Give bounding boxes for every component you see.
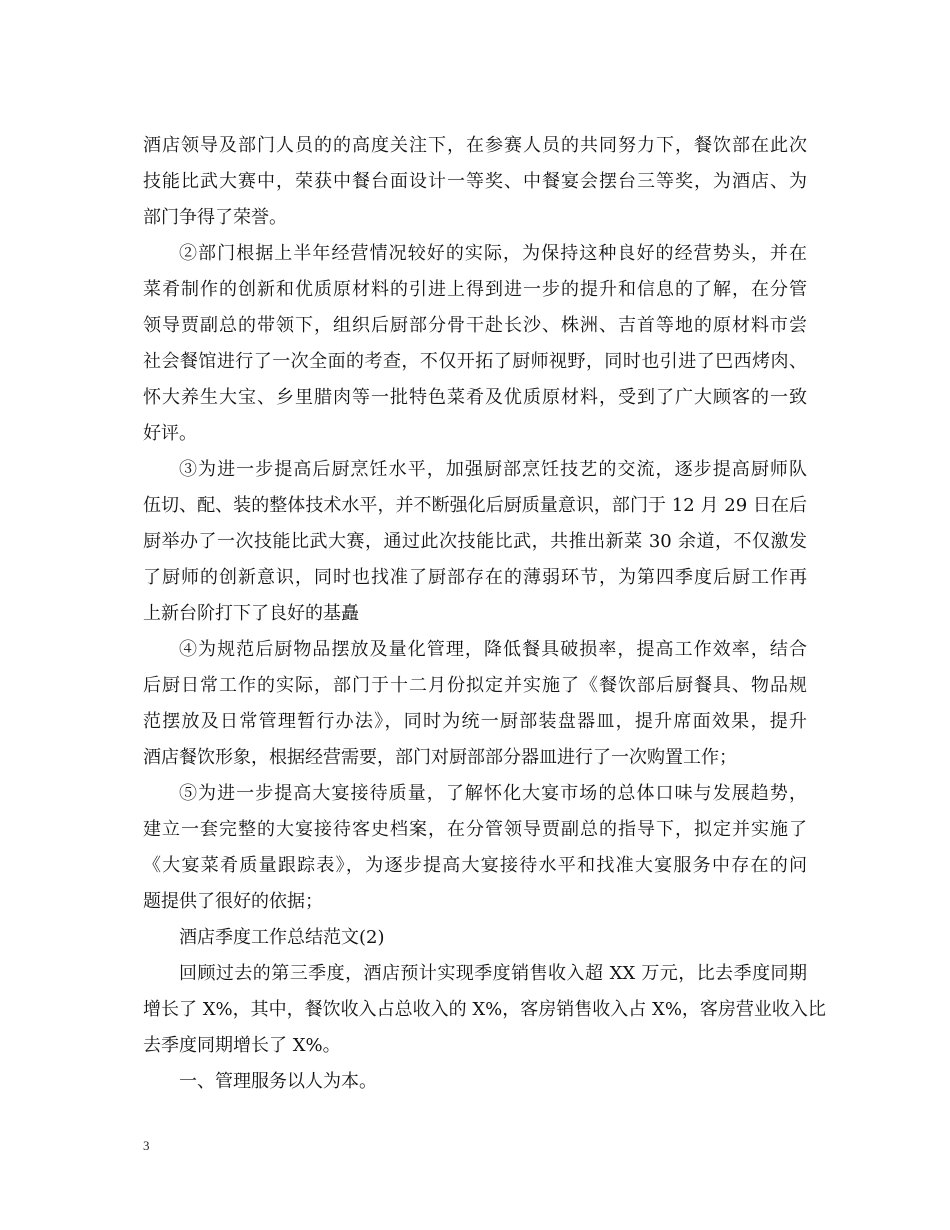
text-line: 技能比武大赛中，荣获中餐台面设计一等奖、中餐宴会摆台三等奖，为酒店、为: [143, 171, 807, 192]
text-line: 题提供了很好的依据；: [143, 891, 323, 912]
text-line: 了厨师的创新意识，同时也找准了厨部存在的薄弱环节，为第四季度后厨工作再: [143, 567, 807, 588]
text-line: 范摆放及日常管理暂行办法》，同时为统一厨部装盘器皿，提升席面效果，提升: [143, 711, 807, 732]
text-line: 酒店季度工作总结范文(2): [179, 927, 385, 948]
body-text: [143, 128, 826, 1100]
text-line: 领导贾副总的带领下，组织后厨部分骨干赴长沙、株洲、吉首等地的原材料市尝: [143, 315, 807, 336]
text-line: 伍切、配、装的整体技术水平，并不断强化后厨质量意识，部门于 12 月 29 日在后: [143, 495, 807, 516]
text-line: 回顾过去的第三季度，酒店预计实现季度销售收入超 XX 万元，比去季度同期: [179, 963, 807, 984]
text-line: ②部门根据上半年经营情况较好的实际，为保持这种良好的经营势头，并在: [179, 243, 807, 264]
text-line: 菜肴制作的创新和优质原材料的引进上得到进一步的提升和信息的了解，在分管: [143, 279, 807, 300]
text-line: ③为进一步提高后厨烹饪水平，加强厨部烹饪技艺的交流，逐步提高厨师队: [179, 459, 807, 480]
text-line: 酒店领导及部门人员的的高度关注下，在参赛人员的共同努力下，餐饮部在此次: [143, 135, 807, 156]
text-line: 增长了 X%，其中，餐饮收入占总收入的 X%，客房销售收入占 X%，客房营业收入比: [143, 999, 826, 1020]
text-line: ④为规范后厨物品摆放及量化管理，降低餐具破损率，提高工作效率，结合: [179, 639, 807, 660]
text-line: 厨举办了一次技能比武大赛，通过此次技能比武，共推出新菜 30 余道，不仅激发: [143, 531, 807, 552]
text-line: ⑤为进一步提高大宴接待质量，了解怀化大宴市场的总体口味与发展趋势，: [179, 783, 807, 804]
text-line: 建立一套完整的大宴接待客史档案，在分管领导贾副总的指导下，拟定并实施了: [143, 819, 807, 840]
text-line: 去季度同期增长了 X%。: [143, 1035, 341, 1056]
text-line: 一、管理服务以人为本。: [179, 1071, 377, 1092]
text-line: 社会餐馆进行了一次全面的考查，不仅开拓了厨师视野，同时也引进了巴西烤肉、: [143, 351, 807, 372]
text-line: 后厨日常工作的实际，部门于十二月份拟定并实施了《餐饮部后厨餐具、物品规: [143, 675, 807, 696]
text-line: 好评。: [143, 423, 197, 444]
text-line: 怀大养生大宝、乡里腊肉等一批特色菜肴及优质原材料，受到了广大顾客的一致: [143, 387, 807, 408]
text-line: 《大宴菜肴质量跟踪表》，为逐步提高大宴接待水平和找准大宴服务中存在的问: [143, 855, 807, 876]
text-line: 酒店餐饮形象，根据经营需要，部门对厨部部分器皿进行了一次购置工作；: [143, 747, 737, 768]
text-line: 部门争得了荣誉。: [143, 207, 287, 228]
text-line: 上新台阶打下了良好的基矗: [143, 603, 359, 624]
page-number: 3: [143, 1138, 150, 1153]
